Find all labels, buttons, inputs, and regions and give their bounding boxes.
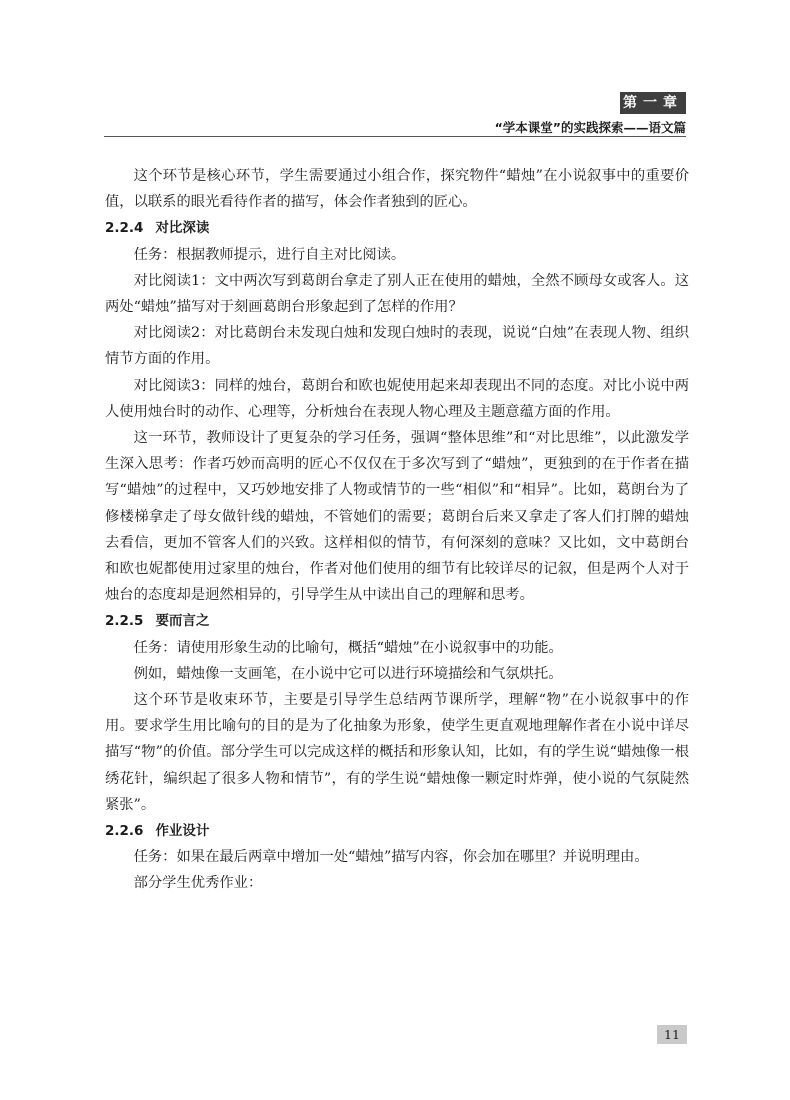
header-divider <box>104 136 686 137</box>
paragraph: 这个环节是收束环节，主要是引导学生总结两节课所学，理解“物”在小说叙事中的作用。要求学生用比喻句的目的是为了化抽象为形象，使学生更直观地理解作者在小说中详尽描写“物”的价值。部分学生可以完成这样的概括和形象认知，比如，有的学生说“蜡烛像一根绣花针，编织起了很多人物和情节”，有的学生说“蜡烛像一颗定时炸弹，使小说的气氛陡然紧张”。 <box>105 692 689 813</box>
paragraph: 对比阅读1：文中两次写到葛朗台拿走了别人正在使用的蜡烛，全然不顾母女或客人。这两处“蜡烛”描写对于刻画葛朗台形象起到了怎样的作用？ <box>105 272 689 316</box>
paragraph: 对比阅读3：同样的烛台，葛朗台和欧也妮使用起来却表现出不同的态度。对比小说中两人使用烛台时的动作、心理等，分析烛台在表现人物心理及主题意蕴方面的作用。 <box>105 377 689 420</box>
book-section-title: “学本课堂”的实践探索——语文篇 <box>494 120 686 135</box>
paragraph: 这个环节是核心环节，学生需要通过小组合作，探究物件“蜡烛”在小说叙事中的重要价值，以联系的眼光看待作者的描写，体会作者独到的匠心。 <box>105 168 689 211</box>
section-number: 2.2.4 <box>105 220 144 237</box>
section-number: 2.2.6 <box>105 823 144 840</box>
section-number: 2.2.5 <box>105 613 144 630</box>
paragraph: 任务：请使用形象生动的比喻句，概括“蜡烛”在小说叙事中的功能。 <box>133 639 563 656</box>
page-number: 11 <box>657 1025 687 1044</box>
paragraph: 这一环节，教师设计了更复杂的学习任务，强调“整体思维”和“对比思维”，以此激发学生深入思考：作者巧妙而高明的匠心不仅仅在于多次写到了“蜡烛”，更独到的在于作者在描写“蜡烛”的过程中，又巧妙地安排了人物或情节的一些“相似”和“相异”。比如，葛朗台为了修楼梯拿走了母女做针线的蜡烛，不管她们的需要；葛朗台后来又拿走了客人们打牌的蜡烛去看信，更加不管客人们的兴致。这样相似的情节，有何深刻的意味？又比如，文中葛朗台和欧也妮都使用过家里的烛台，作者对他们使用的细节有比较详尽的记叙，但是两个人对于烛台的态度却是迥然相异的，引导学生从中读出自己的理解和思考。 <box>105 430 689 604</box>
paragraph: 对比阅读2：对比葛朗台未发现白烛和发现白烛时的表现，说说“白烛”在表现人物、组织情节方面的作用。 <box>105 325 689 368</box>
body-text <box>105 163 689 897</box>
running-header <box>0 90 790 140</box>
chapter-label: 第一章 <box>620 92 686 114</box>
section-heading-2-2-6 <box>105 818 689 844</box>
section-title: 要而言之 <box>155 613 210 630</box>
section-title: 作业设计 <box>155 823 210 840</box>
section-heading-2-2-4 <box>105 215 689 241</box>
paragraph: 部分学生优秀作业： <box>133 875 263 892</box>
paragraph: 例如，蜡烛像一支画笔，在小说中它可以进行环境描绘和气氛烘托。 <box>133 665 563 682</box>
section-title: 对比深读 <box>155 220 210 237</box>
paragraph: 任务：根据教师提示，进行自主对比阅读。 <box>133 246 406 263</box>
section-heading-2-2-5 <box>105 608 689 634</box>
paragraph: 任务：如果在最后两章中增加一处“蜡烛”描写内容，你会加在哪里？并说明理由。 <box>133 849 649 866</box>
